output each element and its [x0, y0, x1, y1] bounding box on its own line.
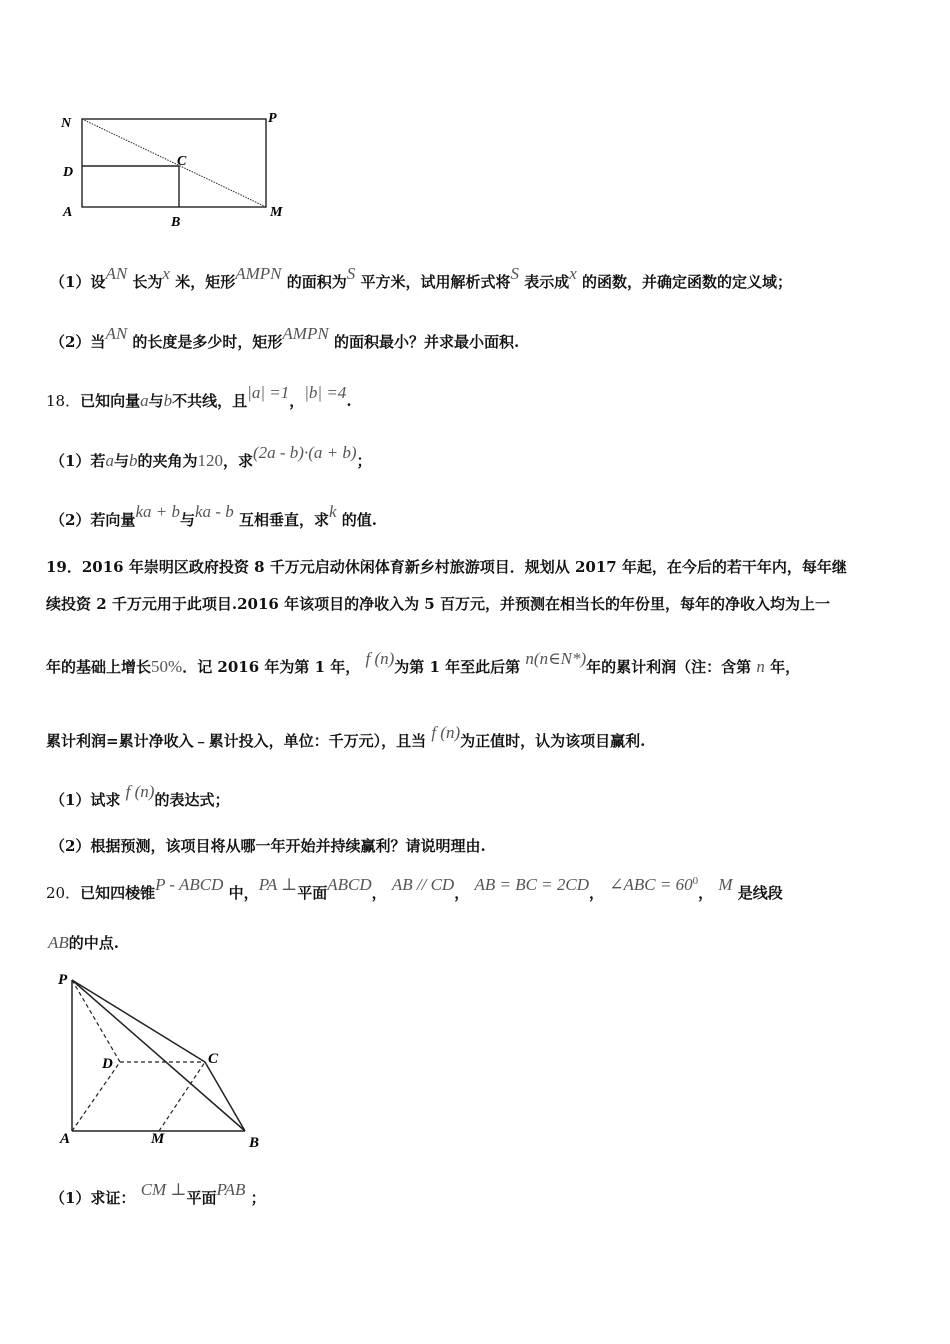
label-c: C: [177, 154, 187, 169]
label-d: D: [63, 165, 74, 180]
q20-stem: 20．已知四棱锥P - ABCD 中，PA ⊥平面ABCD， AB // CD， AB = BC = 2CD， ∠ABC = $60^0$， M 是线段: [46, 875, 783, 902]
q18-stem: 18．已知向量a与b不共线，且|a| =1，|b| =4.: [46, 383, 352, 410]
q17-part1: （1）设AN 长为x 米，矩形AMPN 的面积为S 平方米，试用解析式将S 表示成x 的函数，并确定函数的定义域；: [50, 264, 793, 291]
label-m: M: [151, 1131, 165, 1147]
q20-part1: （1）求证： CM ⊥平面PAB ；: [50, 1180, 266, 1207]
q19-line1: 19．2016 年崇明区政府投资 8 千万元启动休闲体育新乡村旅游项目．规划从 2017 年起，在今后的若干年内，每年继: [46, 558, 847, 576]
label-m: M: [270, 205, 283, 220]
label-d: D: [102, 1056, 113, 1072]
label-b: B: [171, 215, 181, 230]
rectangle-figure: [55, 105, 305, 235]
label-a: A: [63, 205, 73, 220]
q18-part1: （1）若a与b的夹角为120，求(2a - b)·(a + b)；: [50, 443, 372, 470]
label-p: P: [58, 972, 68, 988]
q19-line4: 累计利润=累计净收入﹣累计投入，单位：千万元），且当 f (n)为正值时，认为该项目赢利.: [46, 723, 646, 750]
q20-stem2: AB的中点.: [48, 933, 120, 952]
pyramid-figure: [52, 966, 272, 1156]
q19-part2: （2）根据预测，该项目将从哪一年开始并持续赢利？请说明理由.: [50, 837, 486, 855]
label-b: B: [249, 1135, 260, 1151]
label-a: A: [60, 1131, 71, 1147]
label-p: P: [268, 111, 277, 126]
q18-part2: （2）若向量ka + b与ka - b 互相垂直，求k 的值.: [50, 502, 377, 529]
label-c: C: [208, 1051, 219, 1067]
q17-part2: （2）当AN 的长度是多少时，矩形AMPN 的面积最小？并求最小面积.: [50, 324, 520, 351]
q19-part1: （1）试求 f (n)的表达式；: [50, 782, 230, 809]
q19-line2: 续投资 2 千万元用于此项目.2016 年该项目的净收入为 5 百万元，并预测在相当长的年份里，每年的净收入均为上一: [46, 595, 830, 613]
q19-line3: 年的基础上增长50%．记 2016 年为第 1 年， f (n)为第 1 年至此后第 n(n∈N*)年的累计利润（注：含第 n 年，: [46, 649, 801, 676]
label-n: N: [61, 116, 72, 131]
